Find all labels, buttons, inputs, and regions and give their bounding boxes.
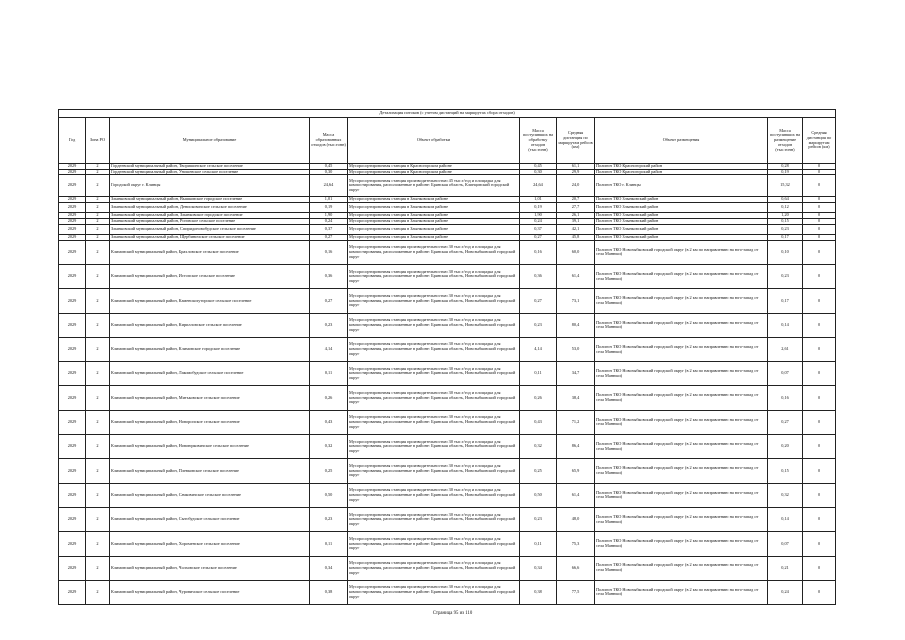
cell-avg-distance-placement: 0 [803,435,836,459]
cell-zone: 2 [86,240,110,264]
cell-processing-object: Мусоросортировочная станция производительностью 30 тыс.т/год и площадка для компостирования, расположенные в районе: Брянская область, Новозыбковский городской округ [348,459,520,483]
cell-zone: 2 [86,556,110,580]
cell-mass-placed: 0,20 [768,435,803,459]
cell-placement-object: Полигон ТКО Новозыбковский городской округ (в 2 км по направлению на юго-запад от села Манюки) [595,240,768,264]
cell-processing-object: Мусоросортировочная станция в Злынковском районе [348,202,520,212]
cell-municipality: Гордеевский муниципальный район, Творишинское сельское поселение [110,164,310,170]
table-body [59,164,836,605]
cell-mass-placed: 1,20 [768,213,803,219]
cell-mass-placed: 15,32 [768,175,803,197]
cell-avg-distance-placement: 0 [803,410,836,434]
cell-avg-distance-placement: 0 [803,337,836,361]
cell-avg-distance-collection: 39,1 [557,218,595,224]
cell-avg-distance-collection: 27,7 [557,202,595,212]
cell-avg-distance-placement: 0 [803,213,836,219]
cell-mass-placed: 0,24 [768,580,803,604]
cell-avg-distance-collection: 53,0 [557,337,595,361]
cell-municipality: Климовский муниципальный район, Сачковичское сельское поселение [110,483,310,507]
cell-mass-placed: 0,23 [768,224,803,234]
cell-placement-object: Полигон ТКО Новозыбковский городской округ (в 2 км по направлению на юго-запад от села Манюки) [595,289,768,313]
cell-avg-distance-collection: 65,9 [557,459,595,483]
cell-municipality: Климовский муниципальный район, Кирилловское сельское поселение [110,313,310,337]
cell-mass-generated: 1,90 [310,213,348,219]
cell-processing-object: Мусоросортировочная станция производительностью 30 тыс.т/год и площадка для компостирования, расположенные в районе: Брянская область, Новозыбковский городской округ [348,532,520,556]
cell-placement-object: Полигон ТКО Злынковский район [595,218,768,224]
cell-avg-distance-collection: 86,4 [557,435,595,459]
cell-year: 2029 [59,386,86,410]
cell-placement-object: Полигон ТКО Злынковский район [595,224,768,234]
cell-year: 2029 [59,224,86,234]
cell-avg-distance-placement: 0 [803,175,836,197]
cell-avg-distance-placement: 0 [803,532,836,556]
cell-placement-object: Полигон ТКО Злынковский район [595,197,768,203]
cell-mass-received: 0,24 [520,218,557,224]
cell-avg-distance-collection: 60,0 [557,240,595,264]
table-row [59,532,836,556]
cell-municipality: Климовский муниципальный район, Чолховское сельское поселение [110,556,310,580]
cell-avg-distance-collection: 61,4 [557,483,595,507]
cell-zone: 2 [86,459,110,483]
cell-mass-generated: 0,16 [310,240,348,264]
cell-mass-generated: 0,23 [310,313,348,337]
cell-processing-object: Мусоросортировочная станция в Злынковском районе [348,197,520,203]
cell-mass-placed: 0,64 [768,197,803,203]
cell-avg-distance-collection: 38,4 [557,386,595,410]
cell-avg-distance-collection: 71,2 [557,410,595,434]
cell-avg-distance-placement: 0 [803,234,836,240]
table-row [59,289,836,313]
cell-municipality: Климовский муниципальный район, Чуровичское сельское поселение [110,580,310,604]
cell-zone: 2 [86,234,110,240]
cell-zone: 2 [86,386,110,410]
cell-municipality: Климовский муниципальный район, Сытобудское сельское поселение [110,507,310,531]
cell-avg-distance-collection: 20,7 [557,197,595,203]
cell-placement-object: Полигон ТКО г. Клинцы [595,175,768,197]
cell-mass-placed: 0,10 [768,240,803,264]
cell-mass-generated: 0,36 [310,264,348,288]
table-row [59,362,836,386]
cell-avg-distance-placement: 0 [803,507,836,531]
cell-placement-object: Полигон ТКО Красногорский район [595,164,768,170]
cell-processing-object: Мусоросортировочная станция производительностью 30 тыс.т/год и площадка для компостирования, расположенные в районе: Брянская область, Новозыбковский городской округ [348,362,520,386]
cell-mass-received: 1,90 [520,213,557,219]
cell-processing-object: Мусоросортировочная станция производительностью 30 тыс.т/год и площадка для компостирования, расположенные в районе: Брянская область, Новозыбковский городской округ [348,556,520,580]
cell-avg-distance-placement: 0 [803,580,836,604]
cell-mass-generated: 0,23 [310,507,348,531]
cell-mass-placed: 0,07 [768,362,803,386]
cell-mass-received: 0,11 [520,532,557,556]
cell-municipality: Злынковский муниципальный район, Денисковичское сельское поселение [110,202,310,212]
cell-mass-received: 0,32 [520,435,557,459]
cell-mass-generated: 0,38 [310,580,348,604]
cell-processing-object: Мусоросортировочная станция производительностью 30 тыс.т/год и площадка для компостирования, расположенные в районе: Брянская область, Новозыбковский городской округ [348,289,520,313]
cell-avg-distance-placement: 0 [803,218,836,224]
cell-mass-received: 0,19 [520,202,557,212]
cell-mass-generated: 0,34 [310,556,348,580]
cell-mass-received: 0,11 [520,362,557,386]
cell-mass-received: 24,64 [520,175,557,197]
cell-mass-generated: 0,25 [310,459,348,483]
cell-municipality: Климовский муниципальный район, Каменскохуторское сельское поселение [110,289,310,313]
cell-municipality: Злынковский муниципальный район, Спиридоновобудское сельское поселение [110,224,310,234]
cell-placement-object: Полигон ТКО Новозыбковский городской округ (в 2 км по направлению на юго-запад от села Манюки) [595,362,768,386]
cell-municipality: Злынковский муниципальный район, Злынковское городское поселение [110,213,310,219]
cell-mass-received: 0,38 [520,580,557,604]
cell-year: 2029 [59,264,86,288]
table-row [59,580,836,604]
cell-placement-object: Полигон ТКО Новозыбковский городской округ (в 2 км по направлению на юго-запад от села Манюки) [595,507,768,531]
header-mass-placed: Масса поступивших на размещение отходов (тыс.тонн) [768,118,803,164]
table-row [59,313,836,337]
cell-zone: 2 [86,483,110,507]
cell-zone: 2 [86,164,110,170]
cell-mass-placed: 0,17 [768,234,803,240]
cell-mass-placed: 0,21 [768,556,803,580]
cell-zone: 2 [86,410,110,434]
cell-avg-distance-placement: 0 [803,313,836,337]
cell-year: 2029 [59,202,86,212]
cell-zone: 2 [86,580,110,604]
cell-zone: 2 [86,175,110,197]
cell-mass-generated: 0,24 [310,218,348,224]
cell-processing-object: Мусоросортировочная станция производительностью 30 тыс.т/год и площадка для компостирования, расположенные в районе: Брянская область, Новозыбковский городской округ [348,337,520,361]
cell-processing-object: Мусоросортировочная станция в Злынковском районе [348,224,520,234]
cell-mass-placed: 0,07 [768,532,803,556]
table-row [59,507,836,531]
table-row [59,202,836,212]
cell-municipality: Климовский муниципальный район, Митьковское сельское поселение [110,386,310,410]
header-mass-received: Масса поступивших на обработку отходов (тыс.тонн) [520,118,557,164]
cell-avg-distance-placement: 0 [803,556,836,580]
cell-mass-received: 0,23 [520,313,557,337]
cell-mass-received: 0,36 [520,264,557,288]
cell-placement-object: Полигон ТКО Красногорский район [595,169,768,175]
cell-mass-placed: 0,17 [768,289,803,313]
header-avg-distance-placement: Средняя дистанция по маршрутам рейсов (км) [803,118,836,164]
cell-zone: 2 [86,435,110,459]
cell-mass-placed: 0,14 [768,313,803,337]
cell-avg-distance-collection: 77,5 [557,580,595,604]
cell-mass-generated: 0,27 [310,234,348,240]
cell-processing-object: Мусоросортировочная станция производительностью 30 тыс.т/год и площадка для компостирования, расположенные в районе: Брянская область, Новозыбковский городской округ [348,435,520,459]
cell-processing-object: Мусоросортировочная станция производительностью 30 тыс.т/год и площадка для компостирования, расположенные в районе: Брянская область, Новозыбковский городской округ [348,507,520,531]
cell-processing-object: Мусоросортировочная станция производительностью 30 тыс.т/год и площадка для компостирования, расположенные в районе: Брянская область, Новозыбковский городской округ [348,410,520,434]
header-avg-distance-collection: Средняя дистанция по маршрутам рейсов (км) [557,118,595,164]
cell-year: 2029 [59,175,86,197]
cell-zone: 2 [86,362,110,386]
cell-year: 2029 [59,556,86,580]
cell-year: 2029 [59,313,86,337]
cell-mass-placed: 0,16 [768,386,803,410]
cell-year: 2029 [59,362,86,386]
cell-municipality: Гордеевский муниципальный район, Уношевское сельское поселение [110,169,310,175]
cell-placement-object: Полигон ТКО Злынковский район [595,234,768,240]
cell-municipality: Климовский муниципальный район, Климовское городское поселение [110,337,310,361]
table-row [59,483,836,507]
table-row [59,435,836,459]
cell-year: 2029 [59,240,86,264]
cell-mass-generated: 4,14 [310,337,348,361]
header-mass-generated: Масса образованных отходов (тыс.тонн) [310,118,348,164]
cell-year: 2029 [59,169,86,175]
cell-mass-received: 0,43 [520,410,557,434]
cell-placement-object: Полигон ТКО Новозыбковский городской округ (в 2 км по направлению на юго-запад от села Манюки) [595,337,768,361]
cell-year: 2029 [59,507,86,531]
cell-zone: 2 [86,313,110,337]
cell-placement-object: Полигон ТКО Новозыбковский городской округ (в 2 км по направлению на юго-запад от села Манюки) [595,459,768,483]
cell-processing-object: Мусоросортировочная станция производительностью 30 тыс.т/год и площадка для компостирования, расположенные в районе: Брянская область, Новозыбковский городской округ [348,313,520,337]
header-placement-object: Объект размещения [595,118,768,164]
cell-mass-generated: 0,30 [310,169,348,175]
cell-placement-object: Полигон ТКО Новозыбковский городской округ (в 2 км по направлению на юго-запад от села Манюки) [595,556,768,580]
cell-year: 2029 [59,459,86,483]
cell-placement-object: Полигон ТКО Новозыбковский городской округ (в 2 км по направлению на юго-запад от села Манюки) [595,264,768,288]
cell-processing-object: Мусоросортировочная станция в Злынковском районе [348,218,520,224]
cell-year: 2029 [59,213,86,219]
page-number: Страница 95 из 110 [432,611,473,616]
cell-municipality: Климовский муниципальный район, Новоропское сельское поселение [110,410,310,434]
cell-processing-object: Мусоросортировочная станция производительностью 30 тыс.т/год и площадка для компостирования, расположенные в районе: Брянская область, Новозыбковский городской округ [348,580,520,604]
cell-mass-generated: 0,19 [310,202,348,212]
cell-mass-placed: 0,19 [768,169,803,175]
cell-mass-placed: 0,14 [768,507,803,531]
table-row [59,556,836,580]
cell-avg-distance-collection: 66,6 [557,556,595,580]
header-year: Год [59,118,86,164]
cell-mass-placed: 0,23 [768,264,803,288]
header-processing-object: Объект обработки [348,118,520,164]
cell-municipality: Городской округ г. Клинцы [110,175,310,197]
cell-year: 2029 [59,435,86,459]
cell-municipality: Злынковский муниципальный район, Щербиничское сельское поселение [110,234,310,240]
table-title: Детализация потоков (с учетом дистанций на маршрутах сбора отходов) [59,110,836,118]
cell-avg-distance-collection: 45,8 [557,234,595,240]
cell-placement-object: Полигон ТКО Новозыбковский городской округ (в 2 км по направлению на юго-запад от села Манюки) [595,435,768,459]
cell-processing-object: Мусоросортировочная станция в Злынковском районе [348,213,520,219]
cell-avg-distance-placement: 0 [803,483,836,507]
cell-avg-distance-placement: 0 [803,289,836,313]
cell-mass-placed: 0,32 [768,483,803,507]
cell-mass-received: 0,34 [520,556,557,580]
header-municipality: Муниципальное образование [110,118,310,164]
cell-year: 2029 [59,197,86,203]
cell-avg-distance-placement: 0 [803,202,836,212]
cell-mass-received: 0,27 [520,234,557,240]
table-row [59,240,836,264]
cell-avg-distance-placement: 0 [803,386,836,410]
cell-year: 2029 [59,337,86,361]
cell-processing-object: Мусоросортировочная станция в Красногорском районе [348,164,520,170]
cell-placement-object: Полигон ТКО Новозыбковский городской округ (в 2 км по направлению на юго-запад от села Манюки) [595,483,768,507]
cell-year: 2029 [59,580,86,604]
cell-avg-distance-collection: 48,0 [557,507,595,531]
cell-placement-object: Полигон ТКО Злынковский район [595,213,768,219]
cell-municipality: Климовский муниципальный район, Плевковское сельское поселение [110,459,310,483]
waste-flow-table [58,109,836,605]
cell-mass-generated: 0,32 [310,435,348,459]
cell-avg-distance-collection: 61,1 [557,164,595,170]
cell-mass-placed: 0,15 [768,218,803,224]
cell-year: 2029 [59,483,86,507]
cell-zone: 2 [86,197,110,203]
cell-year: 2029 [59,532,86,556]
table-row [59,386,836,410]
cell-avg-distance-collection: 73,1 [557,289,595,313]
cell-avg-distance-collection: 24,0 [557,175,595,197]
cell-mass-generated: 0,45 [310,164,348,170]
table-row [59,175,836,197]
cell-processing-object: Мусоросортировочная станция производительностью 45 тыс.т/год и площадка для компостирования, расположенные в районе: Брянская область, Клинцовский городской округ [348,175,520,197]
cell-avg-distance-collection: 61,4 [557,264,595,288]
cell-municipality: Климовский муниципальный район, Истопское сельское поселение [110,264,310,288]
cell-mass-received: 0,16 [520,240,557,264]
cell-mass-placed: 0,28 [768,164,803,170]
cell-mass-generated: 24,64 [310,175,348,197]
cell-avg-distance-placement: 0 [803,224,836,234]
cell-zone: 2 [86,202,110,212]
cell-mass-generated: 0,27 [310,289,348,313]
cell-zone: 2 [86,507,110,531]
table-row [59,337,836,361]
cell-processing-object: Мусоросортировочная станция производительностью 30 тыс.т/год и площадка для компостирования, расположенные в районе: Брянская область, Новозыбковский городской округ [348,240,520,264]
cell-zone: 2 [86,213,110,219]
cell-placement-object: Полигон ТКО Новозыбковский городской округ (в 2 км по направлению на юго-запад от села Манюки) [595,313,768,337]
cell-avg-distance-placement: 0 [803,264,836,288]
cell-mass-generated: 0,37 [310,224,348,234]
cell-placement-object: Полигон ТКО Новозыбковский городской округ (в 2 км по направлению на юго-запад от села Манюки) [595,580,768,604]
cell-placement-object: Полигон ТКО Новозыбковский городской округ (в 2 км по направлению на юго-запад от села Манюки) [595,532,768,556]
cell-year: 2029 [59,218,86,224]
cell-zone: 2 [86,218,110,224]
table-row [59,459,836,483]
cell-avg-distance-collection: 34,7 [557,362,595,386]
cell-avg-distance-placement: 0 [803,197,836,203]
cell-mass-received: 0,30 [520,169,557,175]
cell-processing-object: Мусоросортировочная станция производительностью 30 тыс.т/год и площадка для компостирования, расположенные в районе: Брянская область, Новозыбковский городской округ [348,386,520,410]
cell-avg-distance-collection: 29,9 [557,169,595,175]
cell-mass-received: 1,01 [520,197,557,203]
cell-municipality: Климовский муниципальный район, Новоюрковичское сельское поселение [110,435,310,459]
header-zone: Зона РО [86,118,110,164]
cell-zone: 2 [86,289,110,313]
cell-processing-object: Мусоросортировочная станция производительностью 30 тыс.т/год и площадка для компостирования, расположенные в районе: Брянская область, Новозыбковский городской округ [348,483,520,507]
cell-zone: 2 [86,169,110,175]
cell-municipality: Климовский муниципальный район, Брахловское сельское поселение [110,240,310,264]
cell-placement-object: Полигон ТКО Злынковский район [595,202,768,212]
cell-zone: 2 [86,264,110,288]
cell-avg-distance-collection: 26,1 [557,213,595,219]
cell-year: 2029 [59,164,86,170]
table-row [59,410,836,434]
cell-municipality: Климовский муниципальный район, Хороменское сельское поселение [110,532,310,556]
cell-placement-object: Полигон ТКО Новозыбковский городской округ (в 2 км по направлению на юго-запад от села Манюки) [595,386,768,410]
cell-avg-distance-placement: 0 [803,362,836,386]
cell-avg-distance-collection: 75,3 [557,532,595,556]
cell-mass-placed: 0,27 [768,410,803,434]
cell-processing-object: Мусоросортировочная станция в Красногорском районе [348,169,520,175]
cell-mass-received: 0,37 [520,224,557,234]
cell-year: 2029 [59,234,86,240]
cell-mass-received: 4,14 [520,337,557,361]
cell-avg-distance-collection: 42,1 [557,224,595,234]
cell-municipality: Злынковский муниципальный район, Роговское сельское поселение [110,218,310,224]
cell-mass-placed: 2,61 [768,337,803,361]
cell-avg-distance-collection: 80,4 [557,313,595,337]
cell-placement-object: Полигон ТКО Новозыбковский городской округ (в 2 км по направлению на юго-запад от села Манюки) [595,410,768,434]
cell-year: 2029 [59,410,86,434]
cell-mass-received: 0,45 [520,164,557,170]
cell-mass-received: 0,50 [520,483,557,507]
cell-processing-object: Мусоросортировочная станция в Злынковском районе [348,234,520,240]
cell-mass-generated: 0,11 [310,362,348,386]
cell-mass-received: 0,23 [520,507,557,531]
cell-mass-generated: 0,50 [310,483,348,507]
cell-avg-distance-placement: 0 [803,459,836,483]
cell-year: 2029 [59,289,86,313]
table-row [59,264,836,288]
cell-avg-distance-placement: 0 [803,240,836,264]
cell-mass-generated: 0,11 [310,532,348,556]
table-row [59,224,836,234]
cell-municipality: Злынковский муниципальный район, Вышковское городское поселение [110,197,310,203]
cell-zone: 2 [86,337,110,361]
cell-avg-distance-placement: 0 [803,164,836,170]
cell-processing-object: Мусоросортировочная станция производительностью 30 тыс.т/год и площадка для компостирования, расположенные в районе: Брянская область, Новозыбковский городской округ [348,264,520,288]
cell-mass-placed: 0,12 [768,202,803,212]
cell-mass-received: 0,25 [520,459,557,483]
cell-municipality: Климовский муниципальный район, Лакомобудское сельское поселение [110,362,310,386]
cell-zone: 2 [86,532,110,556]
cell-mass-received: 0,27 [520,289,557,313]
cell-mass-generated: 1,01 [310,197,348,203]
cell-avg-distance-placement: 0 [803,169,836,175]
cell-mass-received: 0,26 [520,386,557,410]
cell-zone: 2 [86,224,110,234]
cell-mass-generated: 0,26 [310,386,348,410]
cell-mass-placed: 0,15 [768,459,803,483]
cell-mass-generated: 0,43 [310,410,348,434]
